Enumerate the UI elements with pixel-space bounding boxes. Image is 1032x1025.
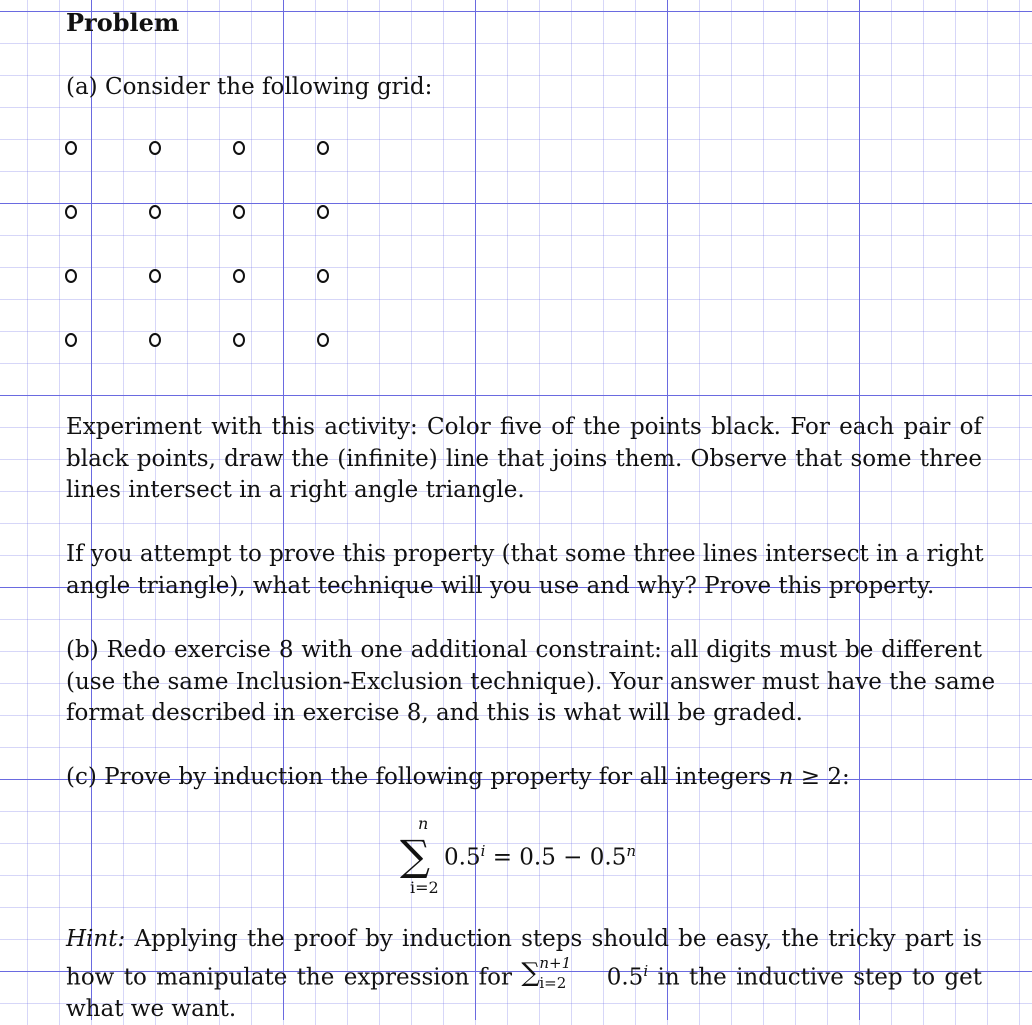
grid-point[interactable]	[65, 333, 77, 347]
part-c-statement	[66, 762, 850, 794]
grid-point[interactable]	[149, 141, 161, 155]
grid-point[interactable]	[149, 269, 161, 283]
sum-upper-limit: n	[418, 814, 429, 833]
experiment-line: Experiment with this activity: Color five of the points black. For each pair of	[66, 414, 982, 440]
hint-paragraph	[66, 924, 982, 1025]
hint-sum-expression	[521, 954, 597, 993]
hint-text: how to manipulate the expression for	[66, 964, 522, 991]
grid-point[interactable]	[317, 333, 329, 347]
induction-formula	[396, 812, 656, 902]
hint-sum-body: 0.5	[597, 964, 644, 991]
problem-title: Problem	[66, 8, 180, 37]
hint-label: Hint:	[66, 926, 126, 952]
guide-line-v4	[667, 0, 668, 1020]
grid-point[interactable]	[317, 141, 329, 155]
hint-sum-lower: i=2	[539, 974, 567, 993]
grid-point[interactable]	[233, 205, 245, 219]
experiment-line: black points, draw the (infinite) line that joins them. Observe that some three	[66, 445, 982, 472]
hint-sum-upper: n+1	[539, 954, 572, 973]
grid-point[interactable]	[233, 333, 245, 347]
part-b-line: (use the same Inclusion-Exclusion technique). Your answer must have the same	[66, 668, 996, 695]
formula-rhs: = 0.5 − 0.5	[485, 844, 627, 871]
hint-line: what we want.	[66, 995, 237, 1022]
part-b-line: (b) Redo exercise 8 with one additional constraint: all digits must be different	[66, 637, 982, 663]
grid-point[interactable]	[233, 269, 245, 283]
sigma-symbol: ∑	[400, 831, 430, 880]
guide-line-v2	[283, 0, 284, 1020]
part-c-statement-text: (c) Prove by induction the following property for all integers	[66, 764, 779, 790]
grid-point[interactable]	[317, 205, 329, 219]
grid-point[interactable]	[149, 205, 161, 219]
guide-line-h3	[0, 395, 1032, 396]
formula-body	[444, 842, 636, 871]
grid-point[interactable]	[149, 333, 161, 347]
question-line: angle triangle), what technique will you use and why? Prove this property.	[66, 572, 935, 599]
part-a-intro: (a) Consider the following grid:	[66, 74, 433, 100]
guide-line-v1	[91, 0, 92, 1020]
part-c-var: n	[778, 764, 794, 790]
part-b	[66, 635, 996, 730]
hint-text: in the inductive step to get	[648, 964, 983, 991]
grid-point[interactable]	[65, 141, 77, 155]
grid-point[interactable]	[317, 269, 329, 283]
grid-point[interactable]	[233, 141, 245, 155]
grid-point[interactable]	[65, 205, 77, 219]
hint-line	[66, 924, 982, 956]
formula-rhs-exponent: n	[626, 842, 637, 860]
grid-point[interactable]	[65, 269, 77, 283]
hint-line	[66, 956, 982, 994]
hint-sigma: ∑	[521, 958, 540, 989]
guide-line-h2	[0, 203, 1032, 204]
guide-line-v5	[859, 0, 860, 1020]
part-c-condition: ≥ 2:	[793, 764, 850, 790]
sum-lower-limit: i=2	[410, 878, 439, 897]
formula-term: 0.5	[444, 844, 481, 871]
formula-term-exponent: i	[480, 842, 486, 860]
part-a-experiment	[66, 412, 982, 507]
part-a-question	[66, 539, 982, 602]
part-b-line: format described in exercise 8, and this is what will be graded.	[66, 700, 803, 726]
hint-text: Applying the proof by induction steps should be easy, the tricky part is	[125, 926, 982, 952]
experiment-line: lines intersect in a right angle triangle.	[66, 477, 525, 503]
hint-sum-exponent: i	[643, 961, 649, 980]
question-line: If you attempt to prove this property (that some three lines intersect in a right	[66, 541, 984, 567]
